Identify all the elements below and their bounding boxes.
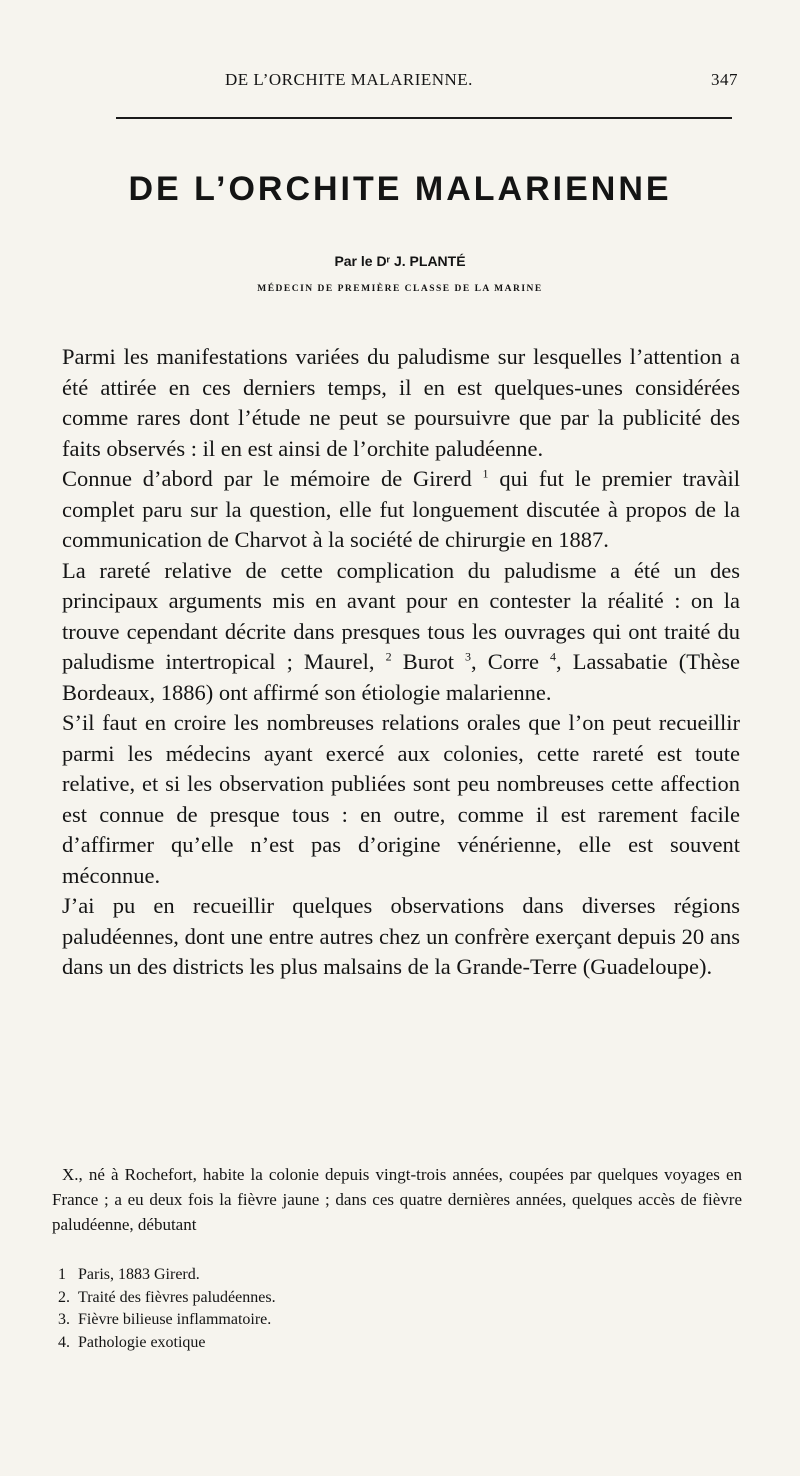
paragraph-p5: J’ai pu en recueillir quelques observations dans diverses régions paludéennes, dont une entre autres chez un confrère exerçant depuis 20 ans dans un des districts les plus malsains de la Grande-Terre (Guadeloupe). <box>62 893 740 979</box>
article-title: DE L’ORCHITE MALARIENNE <box>128 170 672 208</box>
footnote-number: 3. <box>58 1311 70 1328</box>
footnote-text: Traité des fièvres paludéennes. <box>78 1288 276 1306</box>
article-body <box>62 342 740 983</box>
footnote-text: Fièvre bilieuse inflammatoire. <box>78 1311 272 1328</box>
footnote-item <box>58 1264 738 1287</box>
paragraph-p1: Parmi les manifestations variées du paludisme sur lesquelles l’attention a été attirée en ces derniers temps, il en est quelques-unes considérées comme rares dont l’étude ne peut se poursuivre que par la publicité des faits observés : il en est ainsi de l’orchite paludéenne. <box>62 344 740 461</box>
paragraph-p4: S’il faut en croire les nombreuses relations orales que l’on peut recueillir parmi les médecins ayant exercé aux colonies, cette rareté est toute relative, et si les observation publiées sont peu nombreuses cette affection est connue de presque tous : en outre, comme il est rarement facile d’affirmer qu’elle n’est pas d’origine vénérienne, elle est souvent méconnue. <box>62 710 740 888</box>
footnote-text: Pathologie exotique <box>78 1333 206 1351</box>
author-affiliation: MÉDECIN DE PREMIÈRE CLASSE DE LA MARINE <box>257 284 543 294</box>
footnote-number: 1 <box>58 1266 66 1283</box>
footnote-item <box>58 1287 738 1310</box>
footnotes <box>58 1264 738 1354</box>
paragraph-p3: La rareté relative de cette complication du paludisme a été un des principaux arguments mis en avant pour en contester la réalité : on la trouve cependant décrite dans presques tous les ouvrages qui ont traité du paludisme intertropical ; Maurel, $^2$ Burot $^3$, Corre $^4$, Lassabatie (Thèse Bordeaux, 1886) ont affirmé son étiologie malarienne. <box>62 557 740 705</box>
footnote-number: 2. <box>58 1288 70 1306</box>
header-rule <box>116 117 732 119</box>
footnote-text: Paris, 1883 Girerd. <box>78 1266 200 1283</box>
case-observation: X., né à Rochefort, habite la colonie depuis vingt-trois années, coupées par quelques voyages en France ; a eu deux fois la fièvre jaune ; dans ces quatre dernières années, quelques accès de fièvre paludéenne, débutant <box>52 1165 742 1234</box>
article-author: Par le Dʳ J. PLANTÉ <box>334 253 466 269</box>
page-number: 347 <box>711 70 738 89</box>
footnote-ref: 4 <box>550 649 557 664</box>
paragraph-p2: Connue d’abord par le mémoire de Girerd $^1$ qui fut le premier travàil complet paru sur la question, elle fut longuement discutée à propos de la communication de Charvot à la société de chirurgie en 1887. <box>62 466 740 552</box>
running-title: DE L’ORCHITE MALARIENNE. <box>225 70 473 89</box>
footnote-ref: 1 <box>482 466 489 481</box>
footnote-number: 4. <box>58 1333 70 1351</box>
footnote-ref: 3 <box>465 649 472 664</box>
footnote-item <box>58 1309 738 1332</box>
footnote-ref: 2 <box>385 649 392 664</box>
footnote-item <box>58 1332 738 1355</box>
